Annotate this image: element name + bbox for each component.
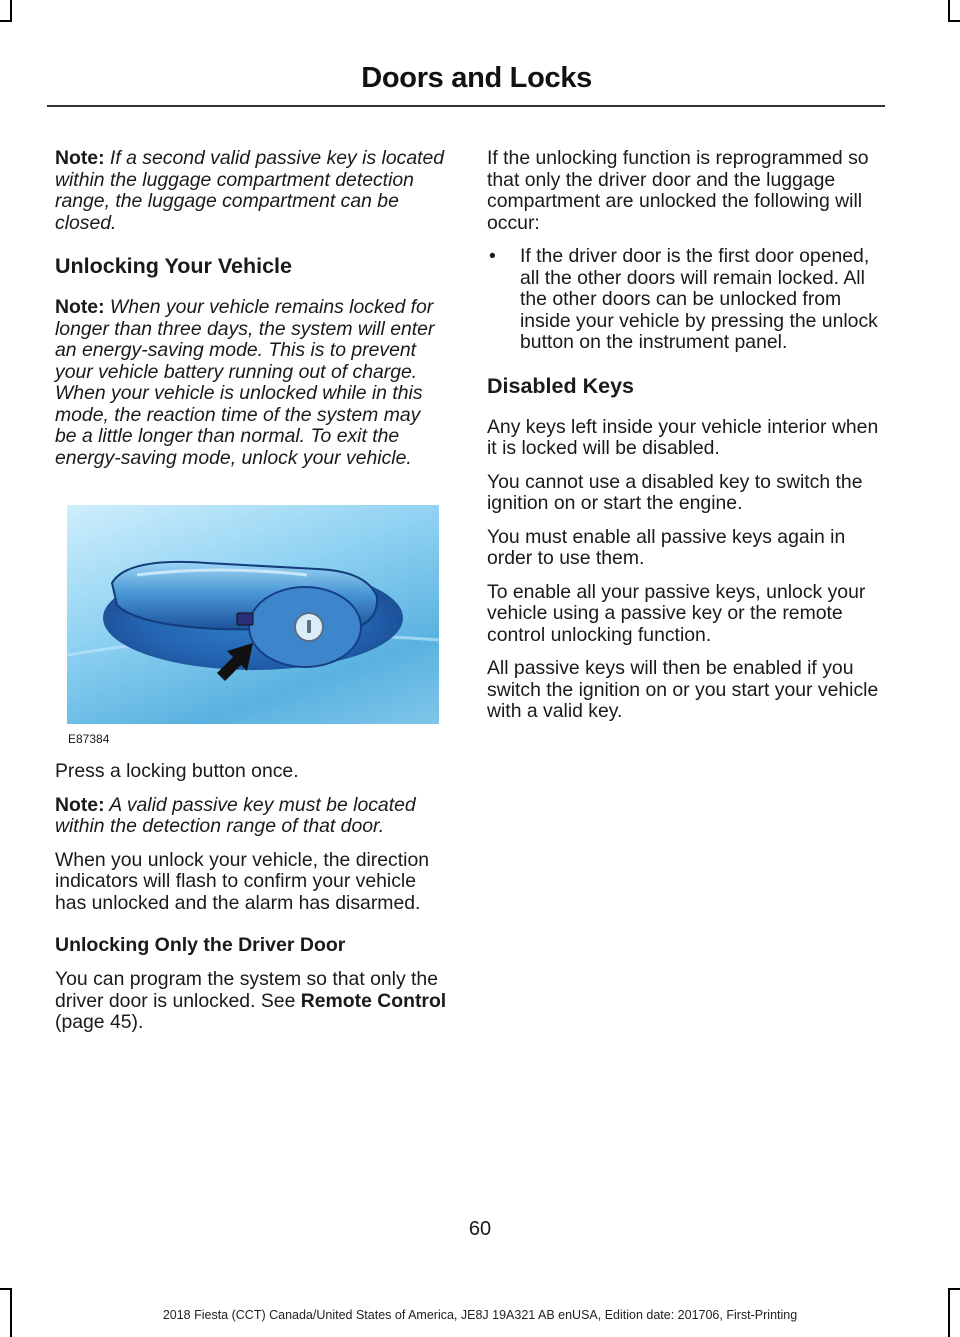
heading-unlocking-driver-door: Unlocking Only the Driver Door (55, 934, 346, 956)
footer-edition-info: 2018 Fiesta (CCT) Canada/United States of America, JE8J 19A321 AB enUSA, Edition date: 201706, First-Printing (162, 1308, 798, 1322)
note-label: Note: (55, 296, 105, 318)
disabled-keys-p3: You must enable all passive keys again in order to use them. (487, 525, 846, 569)
crop-mark (948, 1288, 960, 1290)
indicators-paragraph: When you unlock your vehicle, the direction indicators will flash to confirm your vehicle has unlocked and the alarm has disarmed. (55, 848, 430, 914)
remote-control-link[interactable]: Remote Control (300, 989, 447, 1012)
note-text: If a second valid passive key is located within the luggage compartment detection range, the luggage compartment can be closed. (55, 147, 445, 234)
crop-mark (0, 1288, 12, 1290)
bullet-text: If the driver door is the first door opened, all the other doors will remain locked. All the other doors can be unlocked from inside your vehicle by pressing the unlock button on the instrument panel. (520, 245, 878, 353)
heading-disabled-keys: Disabled Keys (487, 373, 634, 398)
page-title: Doors and Locks (361, 62, 592, 94)
header-divider (47, 105, 885, 107)
program-page-ref: (page 45). (55, 1011, 144, 1033)
note-detection-range (55, 795, 447, 838)
disabled-keys-p5: All passive keys will then be enabled if you switch the ignition on or you start your vehicle with a valid key. (487, 657, 879, 722)
crop-mark (10, 0, 12, 22)
list-item (487, 246, 880, 354)
crop-mark (0, 20, 12, 22)
crop-mark (948, 20, 960, 22)
door-handle-illustration (67, 505, 439, 724)
disabled-keys-p1: Any keys left inside your vehicle interior when it is locked will be disabled. (487, 415, 879, 459)
page-number: 60 (468, 1218, 492, 1240)
heading-unlocking-your-vehicle: Unlocking Your Vehicle (55, 254, 292, 278)
left-column (55, 148, 447, 1046)
disabled-keys-p2: You cannot use a disabled key to switch the ignition on or start the engine. (487, 470, 863, 514)
program-paragraph (55, 969, 447, 1034)
note-label: Note: (55, 793, 105, 816)
note-label: Note: (55, 147, 105, 169)
program-text: You can program the system so that only the driver door is unlocked. See (55, 968, 439, 1012)
figure-code: E87384 (68, 732, 110, 746)
note-luggage (55, 148, 447, 234)
right-column (487, 148, 880, 735)
bullet-icon: • (489, 245, 496, 267)
crop-mark (948, 0, 950, 22)
press-locking-button: Press a locking button once. (55, 760, 299, 782)
note-energy-saving (55, 297, 447, 469)
disabled-keys-p4: To enable all your passive keys, unlock your vehicle using a passive key or the remote control unlocking function. (487, 580, 866, 646)
reprogram-paragraph: If the unlocking function is reprogrammed so that only the driver door and the luggage compartment are unlocked the following will occur: (487, 147, 869, 234)
note-text: A valid passive key must be located within the detection range of that door. (55, 793, 416, 837)
note-text: When your vehicle remains locked for longer than three days, the system will enter an energy-saving mode. This is to prevent your vehicle battery running out of charge. When your vehicle is unlocked while in this mode, the reaction time of the system may be a little longer than normal. To exit the energy-saving mode, unlock your vehicle. (55, 296, 435, 469)
door-handle-graphic (67, 505, 439, 724)
